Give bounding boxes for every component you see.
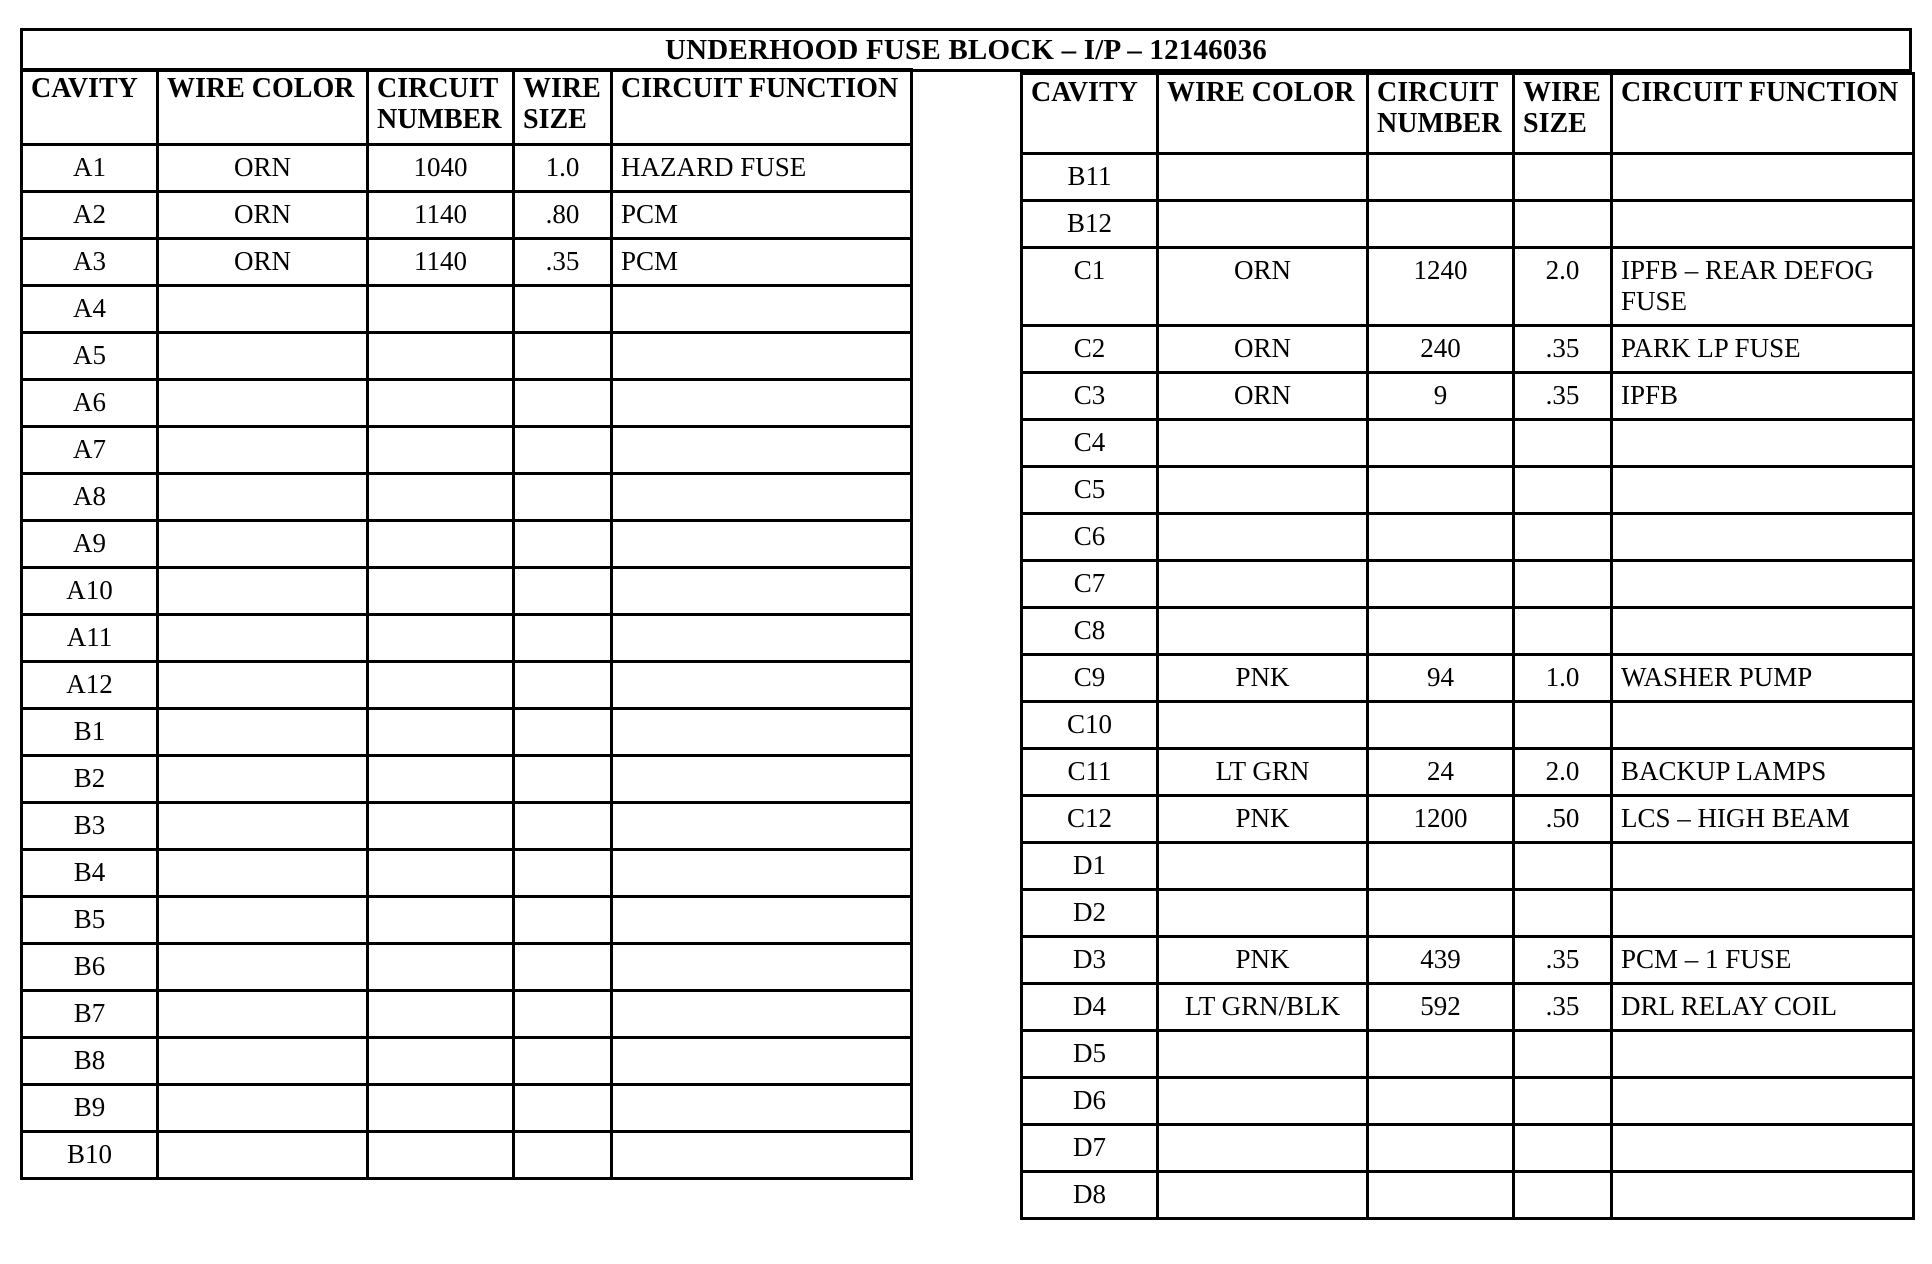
cavity-cell: B7: [22, 991, 158, 1038]
cavity-cell: C10: [1022, 702, 1158, 749]
wire-size-cell: 1.0: [1514, 655, 1612, 702]
table-row: [1022, 890, 1914, 937]
circuit-function-cell: [612, 991, 912, 1038]
circuit-function-cell: [612, 286, 912, 333]
circuit-function-cell: [612, 756, 912, 803]
circuit-function-cell: [1612, 843, 1914, 890]
circuit-number-cell: [368, 944, 514, 991]
wire-size-cell: [1514, 1125, 1612, 1172]
wire-size-cell: [514, 803, 612, 850]
circuit-number-cell: 9: [1368, 373, 1514, 420]
cavity-cell: A7: [22, 427, 158, 474]
wire-size-cell: 1.0: [514, 145, 612, 192]
wire-size-cell: [514, 1132, 612, 1179]
right-fuse-table: [1020, 72, 1915, 1220]
wire-size-cell: [514, 850, 612, 897]
circuit-number-cell: [368, 474, 514, 521]
circuit-function-cell: WASHER PUMP: [1612, 655, 1914, 702]
table-row: [1022, 796, 1914, 843]
cavity-cell: C3: [1022, 373, 1158, 420]
table-row: [22, 756, 912, 803]
table-row: [1022, 1031, 1914, 1078]
circuit-function-cell: [612, 662, 912, 709]
cavity-cell: A4: [22, 286, 158, 333]
circuit-number-cell: 1240: [1368, 248, 1514, 326]
circuit-function-cell: DRL RELAY COIL: [1612, 984, 1914, 1031]
wire-size-cell: [514, 286, 612, 333]
wire-size-cell: [514, 1085, 612, 1132]
circuit-function-cell: LCS – HIGH BEAM: [1612, 796, 1914, 843]
circuit-number-cell: [1368, 514, 1514, 561]
wire-size-cell: [1514, 1172, 1612, 1219]
circuit-function-cell: [612, 333, 912, 380]
wire-size-cell: .35: [1514, 326, 1612, 373]
circuit-function-cell: [1612, 201, 1914, 248]
header-circuit-number: CIRCUIT NUMBER: [1368, 74, 1514, 154]
wire-size-cell: 2.0: [1514, 248, 1612, 326]
wire-color-cell: [1158, 843, 1368, 890]
circuit-number-cell: 1140: [368, 239, 514, 286]
cavity-cell: C8: [1022, 608, 1158, 655]
table-row: [22, 333, 912, 380]
circuit-function-cell: [1612, 1031, 1914, 1078]
wire-size-cell: .35: [514, 239, 612, 286]
page-title: UNDERHOOD FUSE BLOCK – I/P – 12146036: [665, 33, 1267, 66]
left-fuse-table: [20, 68, 913, 1180]
header-wire-size: WIRE SIZE: [1514, 74, 1612, 154]
circuit-function-cell: [612, 803, 912, 850]
circuit-number-cell: [1368, 1172, 1514, 1219]
cavity-cell: B6: [22, 944, 158, 991]
wire-color-cell: ORN: [158, 192, 368, 239]
circuit-function-cell: PCM – 1 FUSE: [1612, 937, 1914, 984]
cavity-cell: D2: [1022, 890, 1158, 937]
wire-color-cell: [1158, 467, 1368, 514]
circuit-function-cell: [612, 521, 912, 568]
table-row: [1022, 514, 1914, 561]
table-row: [22, 850, 912, 897]
table-row: [22, 474, 912, 521]
table-row: [22, 1085, 912, 1132]
circuit-number-cell: [368, 286, 514, 333]
header-cavity: CAVITY: [1022, 74, 1158, 154]
cavity-cell: A10: [22, 568, 158, 615]
cavity-cell: D3: [1022, 937, 1158, 984]
circuit-number-cell: 592: [1368, 984, 1514, 1031]
table-row: [1022, 248, 1914, 326]
circuit-number-cell: [368, 662, 514, 709]
wire-color-cell: [1158, 702, 1368, 749]
wire-color-cell: [158, 756, 368, 803]
wire-color-cell: [1158, 1078, 1368, 1125]
circuit-function-cell: IPFB – REAR DEFOG FUSE: [1612, 248, 1914, 326]
wire-size-cell: [514, 1038, 612, 1085]
circuit-function-cell: [612, 615, 912, 662]
circuit-function-cell: [1612, 420, 1914, 467]
table-row: [22, 192, 912, 239]
circuit-number-cell: [1368, 467, 1514, 514]
wire-color-cell: [1158, 201, 1368, 248]
circuit-number-cell: [1368, 201, 1514, 248]
circuit-function-cell: PCM: [612, 239, 912, 286]
circuit-number-cell: 1200: [1368, 796, 1514, 843]
circuit-function-cell: [612, 1038, 912, 1085]
header-wire-size: WIRE SIZE: [514, 70, 612, 145]
wire-color-cell: [158, 662, 368, 709]
header-row: [22, 70, 912, 145]
cavity-cell: D5: [1022, 1031, 1158, 1078]
wire-size-cell: [1514, 1078, 1612, 1125]
table-row: [1022, 1172, 1914, 1219]
wire-color-cell: [158, 427, 368, 474]
circuit-number-cell: [1368, 561, 1514, 608]
cavity-cell: C7: [1022, 561, 1158, 608]
circuit-function-cell: [612, 380, 912, 427]
cavity-cell: B1: [22, 709, 158, 756]
cavity-cell: C2: [1022, 326, 1158, 373]
circuit-number-cell: [1368, 1125, 1514, 1172]
wire-size-cell: .35: [1514, 984, 1612, 1031]
wire-color-cell: ORN: [1158, 326, 1368, 373]
wire-color-cell: [158, 944, 368, 991]
header-circuit-number: CIRCUIT NUMBER: [368, 70, 514, 145]
header-cavity: CAVITY: [22, 70, 158, 145]
table-row: [22, 803, 912, 850]
wire-color-cell: [1158, 154, 1368, 201]
table-row: [1022, 420, 1914, 467]
table-row: [22, 897, 912, 944]
circuit-function-cell: [1612, 514, 1914, 561]
circuit-number-cell: [1368, 1078, 1514, 1125]
wire-size-cell: [514, 333, 612, 380]
wire-size-cell: [1514, 154, 1612, 201]
wire-color-cell: [158, 803, 368, 850]
wire-size-cell: [1514, 702, 1612, 749]
circuit-number-cell: 24: [1368, 749, 1514, 796]
wire-color-cell: LT GRN: [1158, 749, 1368, 796]
table-row: [22, 662, 912, 709]
cavity-cell: C5: [1022, 467, 1158, 514]
circuit-function-cell: PARK LP FUSE: [1612, 326, 1914, 373]
circuit-function-cell: [612, 474, 912, 521]
circuit-function-cell: [612, 850, 912, 897]
wire-size-cell: [1514, 608, 1612, 655]
table-row: [1022, 154, 1914, 201]
circuit-function-cell: [612, 897, 912, 944]
table-row: [1022, 467, 1914, 514]
circuit-number-cell: [368, 897, 514, 944]
wire-size-cell: [514, 427, 612, 474]
circuit-function-cell: [1612, 154, 1914, 201]
header-circuit-function: CIRCUIT FUNCTION: [1612, 74, 1914, 154]
table-row: [22, 615, 912, 662]
cavity-cell: B12: [1022, 201, 1158, 248]
cavity-cell: C11: [1022, 749, 1158, 796]
circuit-function-cell: [1612, 1078, 1914, 1125]
header-wire-color: WIRE COLOR: [1158, 74, 1368, 154]
cavity-cell: D6: [1022, 1078, 1158, 1125]
circuit-number-cell: [368, 803, 514, 850]
wire-color-cell: ORN: [1158, 248, 1368, 326]
table-row: [1022, 749, 1914, 796]
cavity-cell: C6: [1022, 514, 1158, 561]
cavity-cell: D7: [1022, 1125, 1158, 1172]
wire-color-cell: [158, 709, 368, 756]
circuit-function-cell: [1612, 608, 1914, 655]
header-wire-color: WIRE COLOR: [158, 70, 368, 145]
cavity-cell: B11: [1022, 154, 1158, 201]
circuit-function-cell: [1612, 702, 1914, 749]
wire-color-cell: [1158, 420, 1368, 467]
wire-size-cell: [514, 662, 612, 709]
circuit-number-cell: [1368, 420, 1514, 467]
cavity-cell: D1: [1022, 843, 1158, 890]
wire-color-cell: [158, 615, 368, 662]
wire-color-cell: PNK: [1158, 937, 1368, 984]
cavity-cell: B5: [22, 897, 158, 944]
cavity-cell: A3: [22, 239, 158, 286]
table-row: [22, 145, 912, 192]
wire-size-cell: [1514, 201, 1612, 248]
circuit-number-cell: [1368, 890, 1514, 937]
wire-color-cell: PNK: [1158, 796, 1368, 843]
table-row: [1022, 1078, 1914, 1125]
circuit-number-cell: [368, 333, 514, 380]
wire-color-cell: [158, 333, 368, 380]
cavity-cell: C9: [1022, 655, 1158, 702]
circuit-function-cell: [612, 568, 912, 615]
circuit-number-cell: 94: [1368, 655, 1514, 702]
wire-color-cell: [1158, 608, 1368, 655]
cavity-cell: C1: [1022, 248, 1158, 326]
cavity-cell: A12: [22, 662, 158, 709]
circuit-number-cell: [1368, 702, 1514, 749]
table-row: [22, 427, 912, 474]
table-title-box: [20, 28, 1912, 72]
circuit-number-cell: [368, 709, 514, 756]
cavity-cell: C12: [1022, 796, 1158, 843]
cavity-cell: A8: [22, 474, 158, 521]
wire-size-cell: .50: [1514, 796, 1612, 843]
cavity-cell: D8: [1022, 1172, 1158, 1219]
wire-color-cell: [158, 521, 368, 568]
wire-size-cell: .80: [514, 192, 612, 239]
wire-size-cell: 2.0: [1514, 749, 1612, 796]
cavity-cell: A5: [22, 333, 158, 380]
wire-color-cell: [1158, 1031, 1368, 1078]
wire-size-cell: [1514, 843, 1612, 890]
circuit-function-cell: [612, 709, 912, 756]
table-row: [22, 991, 912, 1038]
cavity-cell: B8: [22, 1038, 158, 1085]
wire-size-cell: [1514, 467, 1612, 514]
table-row: [1022, 1125, 1914, 1172]
table-row: [22, 1038, 912, 1085]
wire-color-cell: [158, 1038, 368, 1085]
cavity-cell: A11: [22, 615, 158, 662]
wire-color-cell: [158, 991, 368, 1038]
table-row: [22, 521, 912, 568]
table-row: [22, 944, 912, 991]
circuit-number-cell: [368, 850, 514, 897]
wire-color-cell: ORN: [158, 239, 368, 286]
table-row: [22, 568, 912, 615]
wire-size-cell: [514, 709, 612, 756]
header-row: [1022, 74, 1914, 154]
wire-size-cell: [514, 474, 612, 521]
cavity-cell: B4: [22, 850, 158, 897]
circuit-number-cell: 1140: [368, 192, 514, 239]
circuit-function-cell: [612, 1085, 912, 1132]
circuit-function-cell: [612, 1132, 912, 1179]
cavity-cell: A2: [22, 192, 158, 239]
wire-color-cell: LT GRN/BLK: [1158, 984, 1368, 1031]
table-row: [1022, 561, 1914, 608]
circuit-number-cell: [368, 521, 514, 568]
table-row: [22, 239, 912, 286]
cavity-cell: B3: [22, 803, 158, 850]
table-row: [1022, 937, 1914, 984]
wire-color-cell: [158, 380, 368, 427]
table-row: [1022, 373, 1914, 420]
wire-size-cell: [1514, 420, 1612, 467]
wire-size-cell: [514, 380, 612, 427]
wire-size-cell: [514, 568, 612, 615]
circuit-number-cell: [1368, 1031, 1514, 1078]
table-row: [1022, 984, 1914, 1031]
wire-color-cell: [1158, 1125, 1368, 1172]
table-row: [1022, 608, 1914, 655]
circuit-number-cell: [368, 615, 514, 662]
wire-size-cell: [514, 897, 612, 944]
wire-size-cell: [514, 615, 612, 662]
wire-size-cell: [1514, 890, 1612, 937]
cavity-cell: B9: [22, 1085, 158, 1132]
wire-size-cell: .35: [1514, 937, 1612, 984]
circuit-function-cell: [1612, 1172, 1914, 1219]
table-row: [1022, 702, 1914, 749]
wire-color-cell: PNK: [1158, 655, 1368, 702]
wire-color-cell: [1158, 1172, 1368, 1219]
wire-color-cell: [158, 850, 368, 897]
circuit-number-cell: 439: [1368, 937, 1514, 984]
circuit-function-cell: [612, 427, 912, 474]
wire-size-cell: [1514, 1031, 1612, 1078]
wire-size-cell: [514, 991, 612, 1038]
table-row: [22, 709, 912, 756]
circuit-number-cell: [368, 380, 514, 427]
wire-color-cell: [158, 286, 368, 333]
cavity-cell: B2: [22, 756, 158, 803]
circuit-number-cell: [368, 568, 514, 615]
circuit-function-cell: [1612, 1125, 1914, 1172]
circuit-number-cell: [368, 756, 514, 803]
wire-size-cell: .35: [1514, 373, 1612, 420]
circuit-function-cell: [612, 944, 912, 991]
wire-color-cell: [158, 568, 368, 615]
wire-size-cell: [1514, 514, 1612, 561]
circuit-number-cell: [368, 427, 514, 474]
circuit-function-cell: [1612, 467, 1914, 514]
circuit-function-cell: [1612, 561, 1914, 608]
circuit-number-cell: [368, 1038, 514, 1085]
wire-size-cell: [514, 521, 612, 568]
table-row: [1022, 843, 1914, 890]
cavity-cell: D4: [1022, 984, 1158, 1031]
wire-color-cell: [1158, 561, 1368, 608]
circuit-number-cell: [1368, 154, 1514, 201]
circuit-number-cell: 1040: [368, 145, 514, 192]
cavity-cell: A9: [22, 521, 158, 568]
wire-color-cell: [158, 897, 368, 944]
table-row: [22, 286, 912, 333]
table-row: [1022, 655, 1914, 702]
table-row: [22, 380, 912, 427]
circuit-number-cell: [1368, 608, 1514, 655]
wire-color-cell: [1158, 514, 1368, 561]
cavity-cell: C4: [1022, 420, 1158, 467]
circuit-number-cell: [368, 1132, 514, 1179]
table-row: [1022, 201, 1914, 248]
wire-color-cell: [158, 1132, 368, 1179]
wire-size-cell: [514, 756, 612, 803]
circuit-number-cell: 240: [1368, 326, 1514, 373]
circuit-number-cell: [368, 1085, 514, 1132]
circuit-function-cell: IPFB: [1612, 373, 1914, 420]
circuit-number-cell: [368, 991, 514, 1038]
cavity-cell: A6: [22, 380, 158, 427]
wire-size-cell: [1514, 561, 1612, 608]
wire-color-cell: [158, 1085, 368, 1132]
cavity-cell: B10: [22, 1132, 158, 1179]
circuit-function-cell: [1612, 890, 1914, 937]
cavity-cell: A1: [22, 145, 158, 192]
wire-color-cell: [1158, 890, 1368, 937]
circuit-function-cell: BACKUP LAMPS: [1612, 749, 1914, 796]
wire-color-cell: ORN: [1158, 373, 1368, 420]
wire-color-cell: [158, 474, 368, 521]
circuit-function-cell: HAZARD FUSE: [612, 145, 912, 192]
circuit-function-cell: PCM: [612, 192, 912, 239]
circuit-number-cell: [1368, 843, 1514, 890]
header-circuit-function: CIRCUIT FUNCTION: [612, 70, 912, 145]
table-row: [1022, 326, 1914, 373]
wire-size-cell: [514, 944, 612, 991]
table-row: [22, 1132, 912, 1179]
wire-color-cell: ORN: [158, 145, 368, 192]
